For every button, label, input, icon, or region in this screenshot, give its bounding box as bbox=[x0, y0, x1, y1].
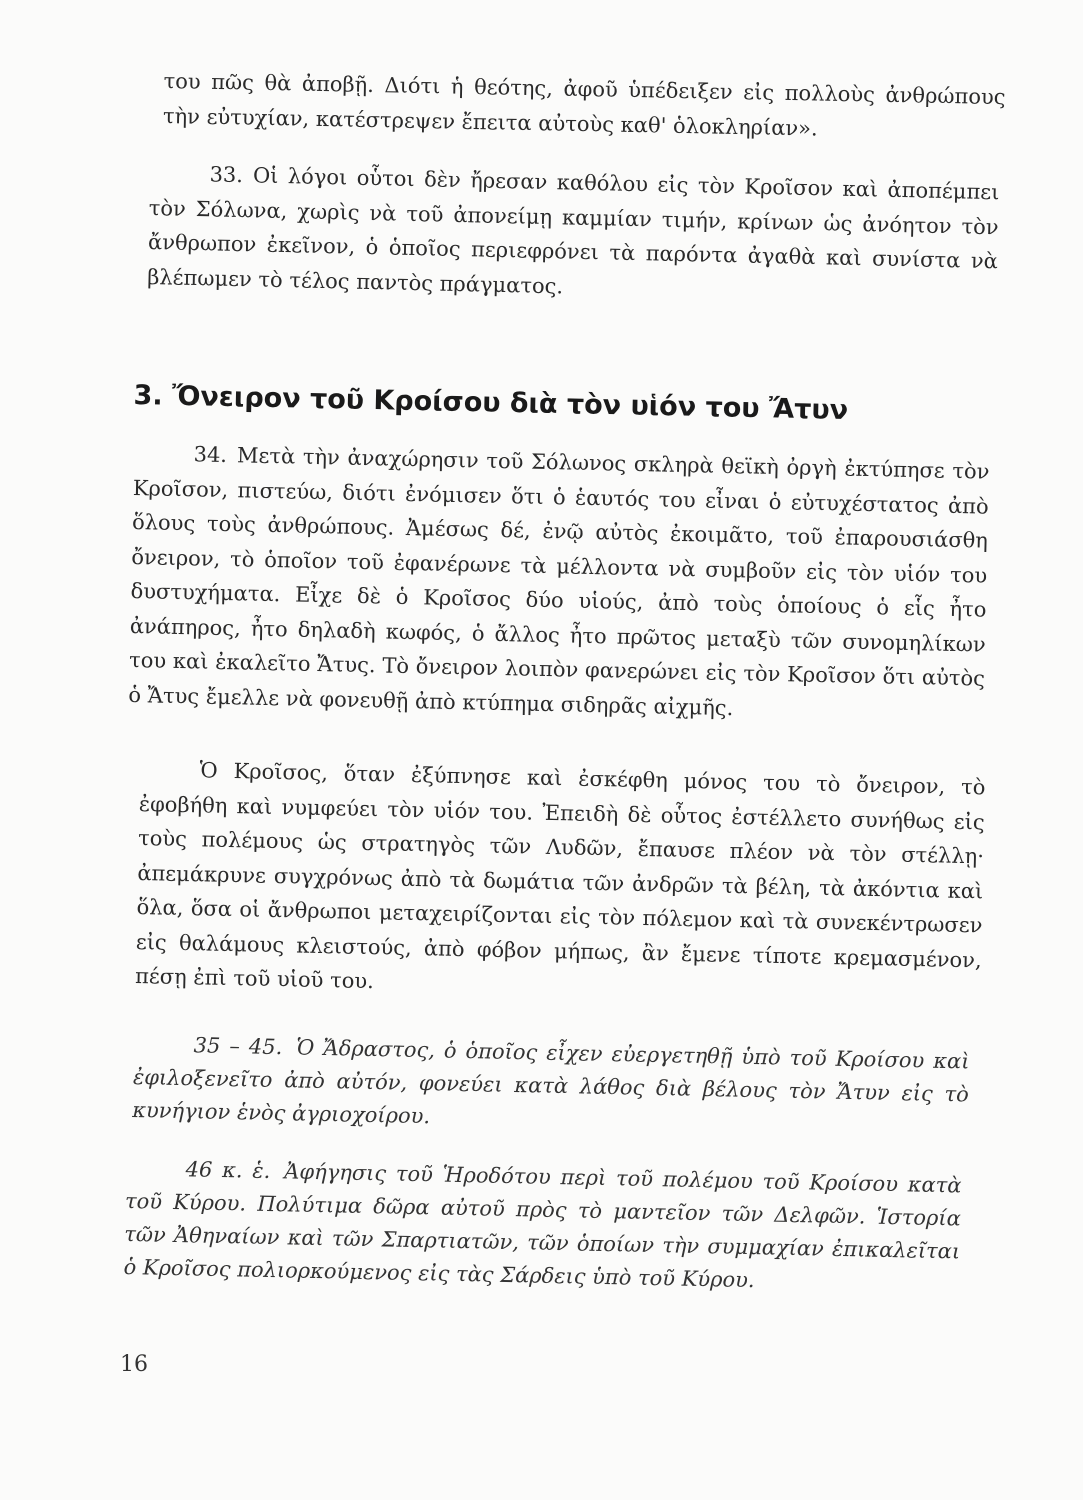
summary-35-45 bbox=[132, 1028, 970, 1144]
paragraph-number: 33. bbox=[209, 162, 244, 188]
paragraph-33 bbox=[147, 156, 1000, 313]
summary-46 bbox=[123, 1152, 962, 1301]
summary-text: Ἀφήγησις τοῦ Ἡροδότου περὶ τοῦ πολέμου τοῦ Κροίσου κατὰ τοῦ Κύρου. Πολύτιμα δῶρα αὐτοῦ πρὸς τὸ μαντεῖον τῶν Δελφῶν. Ἱστορία τῶν Ἀθηναίων καὶ τῶν Σπαρτιατῶν, τῶν ὁποίων τὴν συμμαχίαν ἐπικαλεῖται ὁ Κροῖσος πολιορκούμενος εἰς τὰς Σάρδεις ὑπὸ τοῦ Κύρου. bbox=[123, 1159, 962, 1293]
paragraph-text: Οἱ λόγοι οὗτοι δὲν ἤρεσαν καθόλου εἰς τὸν Κροῖσον καὶ ἀποπέμπει τὸν Σόλωνα, χωρὶς νὰ τοῦ ἀπονείμῃ καμμίαν τιμήν, κρίνων ὡς ἀνόητον τὸν ἄνθρωπον ἐκεῖνον, ὁ ὁποῖος περιεφρόνει τὰ παρόντα ἀγαθὰ καὶ συνίστα νὰ βλέπωμεν τὸ τέλος παντὸς πράγματος. bbox=[146, 163, 1000, 298]
page-number: 16 bbox=[120, 1352, 148, 1377]
continuation-paragraph: του πῶς θὰ ἀποβῇ. Διότι ἡ θεότης, ἀφοῦ ὑπέδειξεν εἰς πολλοὺς ἀνθρώπους τὴν εὐτυχίαν, κατέστρεψεν ἔπειτα αὐτοὺς καθ' ὁλοκληρίαν». bbox=[162, 68, 1006, 141]
summary-number: 46 κ. ἑ. bbox=[185, 1157, 271, 1184]
paragraph-34-continued: Ὁ Κροῖσος, ὅταν ἐξύπνησε καὶ ἐσκέφθη μόνος του τὸ ὄνειρον, τὸ ἐφοβήθη καὶ νυμφεύει τὸν υἱόν του. Ἐπειδὴ δὲ οὗτος ἐστέλλετο συνήθως εἰς τοὺς πολέμους ὡς στρατηγὸς τῶν Λυδῶν, ἔπαυσε πλέον νὰ τὸν στέλλῃ· ἀπεμάκρυνε συγχρόνως ἀπὸ τὰ δωμάτια τῶν ἀνδρῶν τὰ βέλη, τὰ ἀκόντια καὶ ὅλα, ὅσα οἱ ἄνθρωποι μεταχειρίζονται εἰς τὸν πόλεμον καὶ τὰ συνεκέντρωσεν εἰς θαλάμους κλειστούς, ἀπὸ φόβον μήπως, ἂν ἔμενε τίποτε κρεμασμένον, πέσῃ ἐπὶ τοῦ υἱοῦ του. bbox=[134, 758, 986, 994]
summary-number: 35 – 45. bbox=[193, 1033, 283, 1060]
section-heading: 3. Ὄνειρον τοῦ Κροίσου διὰ τὸν υἱόν του Ἄτυν bbox=[133, 379, 849, 426]
paragraph-number: 34. bbox=[193, 442, 228, 468]
paragraph-34 bbox=[128, 436, 990, 731]
summary-text: Ὁ Ἄδραστος, ὁ ὁποῖος εἶχεν εὐεργετηθῇ ὑπὸ τοῦ Κροίσου καὶ ἐφιλοξενεῖτο ἀπὸ αὐτόν, φονεύει κατὰ λάθος διὰ βέλους τὸν Ἄτυν εἰς τὸ κυνήγιον ἑνὸς ἀγριοχοίρου. bbox=[132, 1035, 970, 1129]
paragraph-text: Μετὰ τὴν ἀναχώρησιν τοῦ Σόλωνος σκληρὰ θεϊκὴ ὀργὴ ἐκτύπησε τὸν Κροῖσον, πιστεύω, διότι ἐνόμισεν ὅτι ὁ ἑαυτός του εἶναι ὁ εὐτυχέστατος ἀπὸ ὅλους τοὺς ἀνθρώπους. Ἀμέσως δέ, ἐνῷ αὐτὸς ἐκοιμᾶτο, τοῦ ἐπαρουσιάσθη ὄνειρον, τὸ ὁποῖον τοῦ ἐφανέρωνε τὰ μέλλοντα νὰ συμβοῦν εἰς τὸν υἱόν του δυστυχήματα. Εἶχε δὲ ὁ Κροῖσος δύο υἱούς, ἀπὸ τοὺς ὁποίους ὁ εἷς ἦτο ἀνάπηρος, ἦτο δηλαδὴ κωφός, ὁ ἄλλος ἦτο πρῶτος μεταξὺ τῶν συνομηλίκων του καὶ ἐκαλεῖτο Ἄτυς. Τὸ ὄνειρον λοιπὸν φανερώνει εἰς τὸν Κροῖσον ὅτι αὐτὸς ὁ Ἄτυς ἔμελλε νὰ φονευθῇ ἀπὸ κτύπημα σιδηρᾶς αἰχμῆς. bbox=[128, 443, 990, 720]
